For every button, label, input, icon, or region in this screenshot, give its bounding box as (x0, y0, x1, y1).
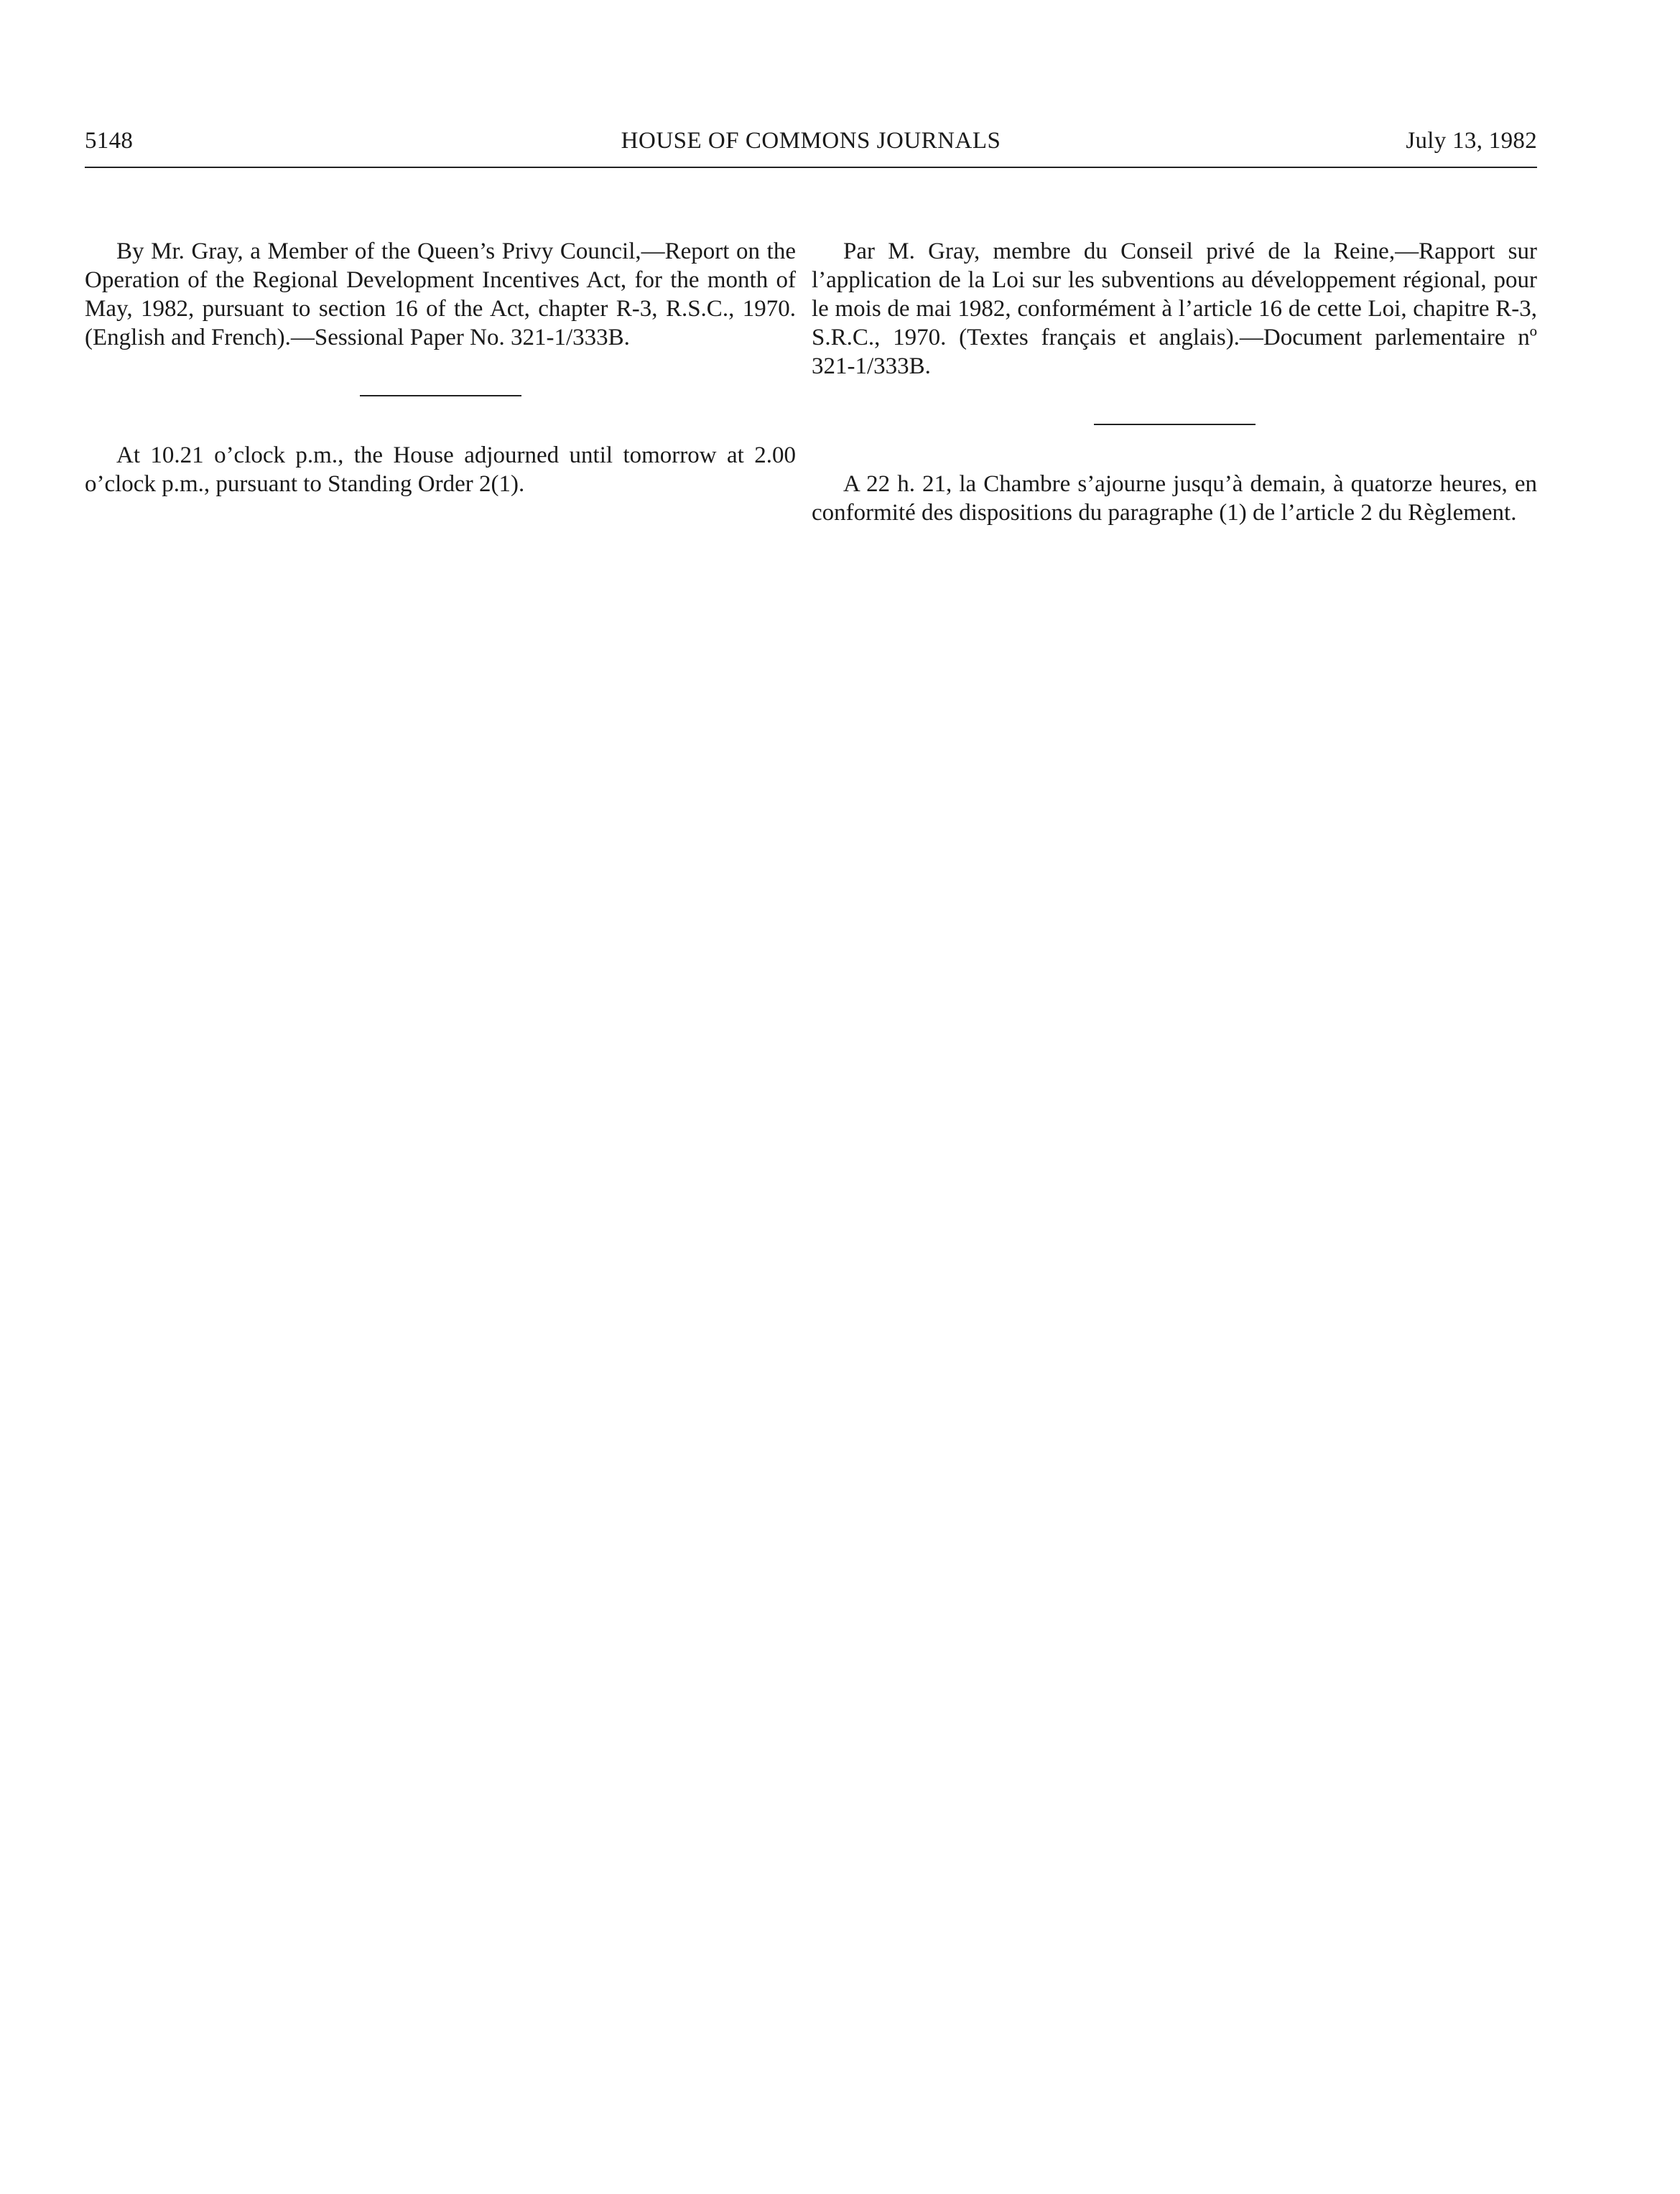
french-adjournment-paragraph: A 22 h. 21, la Chambre s’ajourne jusqu’à demain, à quatorze heures, en conformité des dispositions du paragraphe (1) de l’article 2 du Règlement. (812, 471, 1537, 526)
header-rule (85, 167, 1537, 168)
running-head (85, 128, 1537, 168)
english-sessional-paper-paragraph: By Mr. Gray, a Member of the Queen’s Privy Council,—Report on the Operation of the Regional Development Incentives Act, for the month of May, 1982, pursuant to section 16 of the Act, chapter R-3, R.S.C., 1970. (English and French).—Sessional Paper No. 321-1/333B. (85, 238, 796, 350)
page-number: 5148 (85, 128, 134, 154)
english-adjournment-paragraph: At 10.21 o’clock p.m., the House adjourned until tomorrow at 2.00 o’clock p.m., pursuant to Standing Order 2(1). (85, 442, 796, 497)
journal-date: July 13, 1982 (1406, 128, 1537, 154)
french-column (812, 237, 1537, 527)
french-sessional-paper-paragraph: Par M. Gray, membre du Conseil privé de la Reine,—Rapport sur l’application de la Loi sur les subventions au développement régional, pour le mois de mai 1982, conformément à l’article 16 de cette Loi, chapitre R-3, S.R.C., 1970. (Textes français et anglais).—Document parlementaire nº 321-1/333B. (812, 238, 1537, 379)
french-section-divider (1094, 424, 1256, 425)
english-section-divider (360, 395, 521, 396)
english-column (85, 237, 796, 498)
journal-title: HOUSE OF COMMONS JOURNALS (621, 128, 1001, 154)
